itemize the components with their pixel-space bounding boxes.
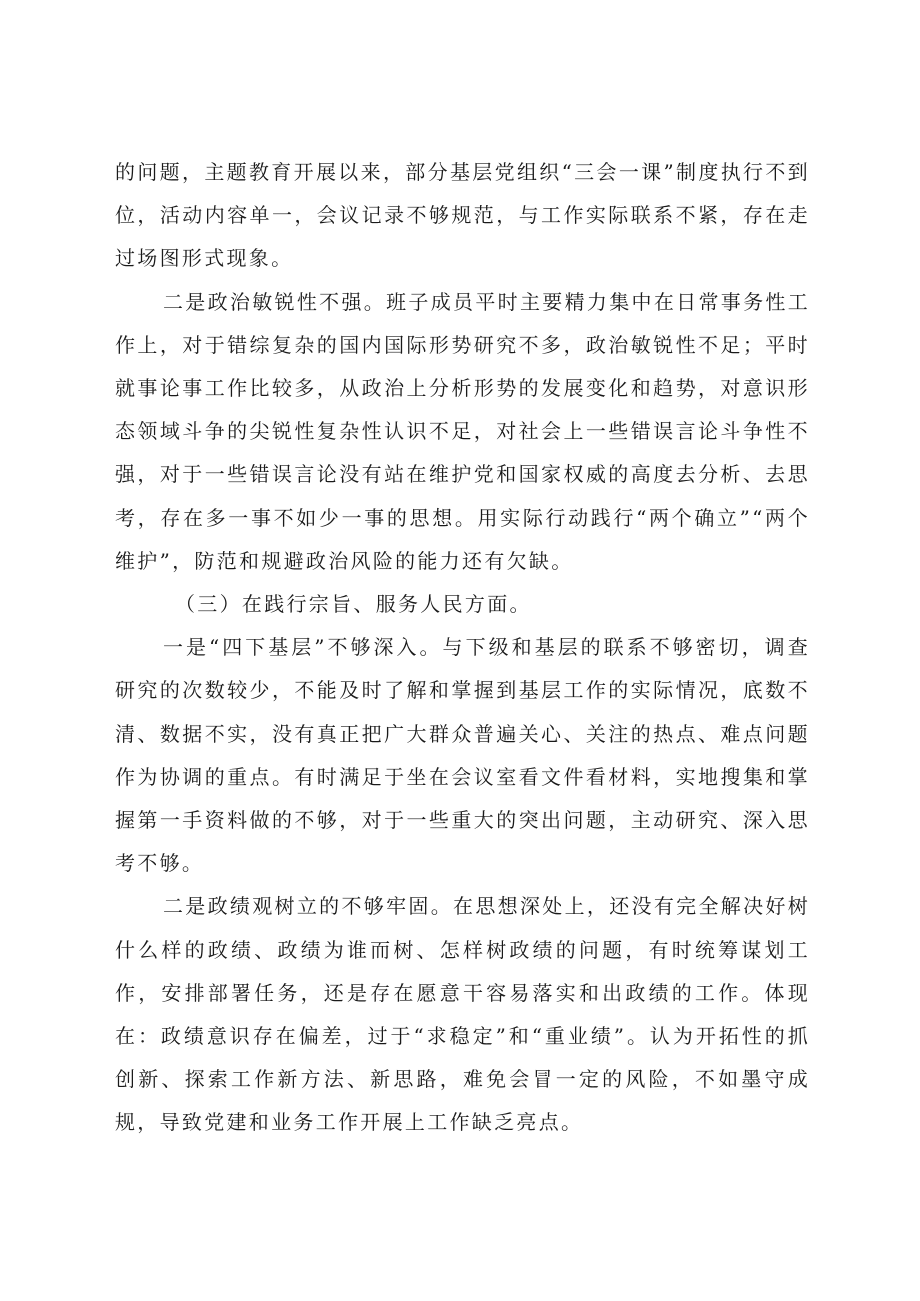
document-body [115,151,810,1145]
paragraph-continuation: 的问题，主题教育开展以来，部分基层党组织“三会一课”制度执行不到位，活动内容单一，会议记录不够规范，与工作实际联系不紧，存在走过场图形式现象。 [115,160,810,271]
paragraph-grassroots: 一是“四下基层”不够深入。与下级和基层的联系不够密切，调查研究的次数较少，不能及时了解和掌握到基层工作的实际情况，底数不清、数据不实，没有真正把广大群众普遍关心、关注的热点、难点问题作为协调的重点。有时满足于坐在会议室看文件看材料，实地搜集和掌握第一手资料做的不够，对于一些重大的突出问题，主动研究、深入思考不够。 [115,635,810,876]
paragraph-achievement-view: 二是政绩观树立的不够牢固。在思想深处上，还没有完全解决好树什么样的政绩、政绩为谁而树、怎样树政绩的问题，有时统筹谋划工作，安排部署任务，还是存在愿意干容易落实和出政绩的工作。体现在：政绩意识存在偏差，过于“求稳定”和“重业绩”。认为开拓性的抓创新、探索工作新方法、新思路，难免会冒一定的风险，不如墨守成规，导致党建和业务工作开展上工作缺乏亮点。 [115,894,810,1135]
paragraph-political-sensitivity: 二是政治敏锐性不强。班子成员平时主要精力集中在日常事务性工作上，对于错综复杂的国内国际形势研究不多，政治敏锐性不足；平时就事论事工作比较多，从政治上分析形势的发展变化和趋势，对意识形态领域斗争的尖锐性复杂性认识不足，对社会上一些错误言论斗争性不强，对于一些错误言论没有站在维护党和国家权威的高度去分析、去思考，存在多一事不如少一事的思想。用实际行动践行“两个确立”“两个维护”，防范和规避政治风险的能力还有欠缺。 [115,289,810,573]
section-heading-serving-people: （三）在践行宗旨、服务人民方面。 [175,592,532,617]
